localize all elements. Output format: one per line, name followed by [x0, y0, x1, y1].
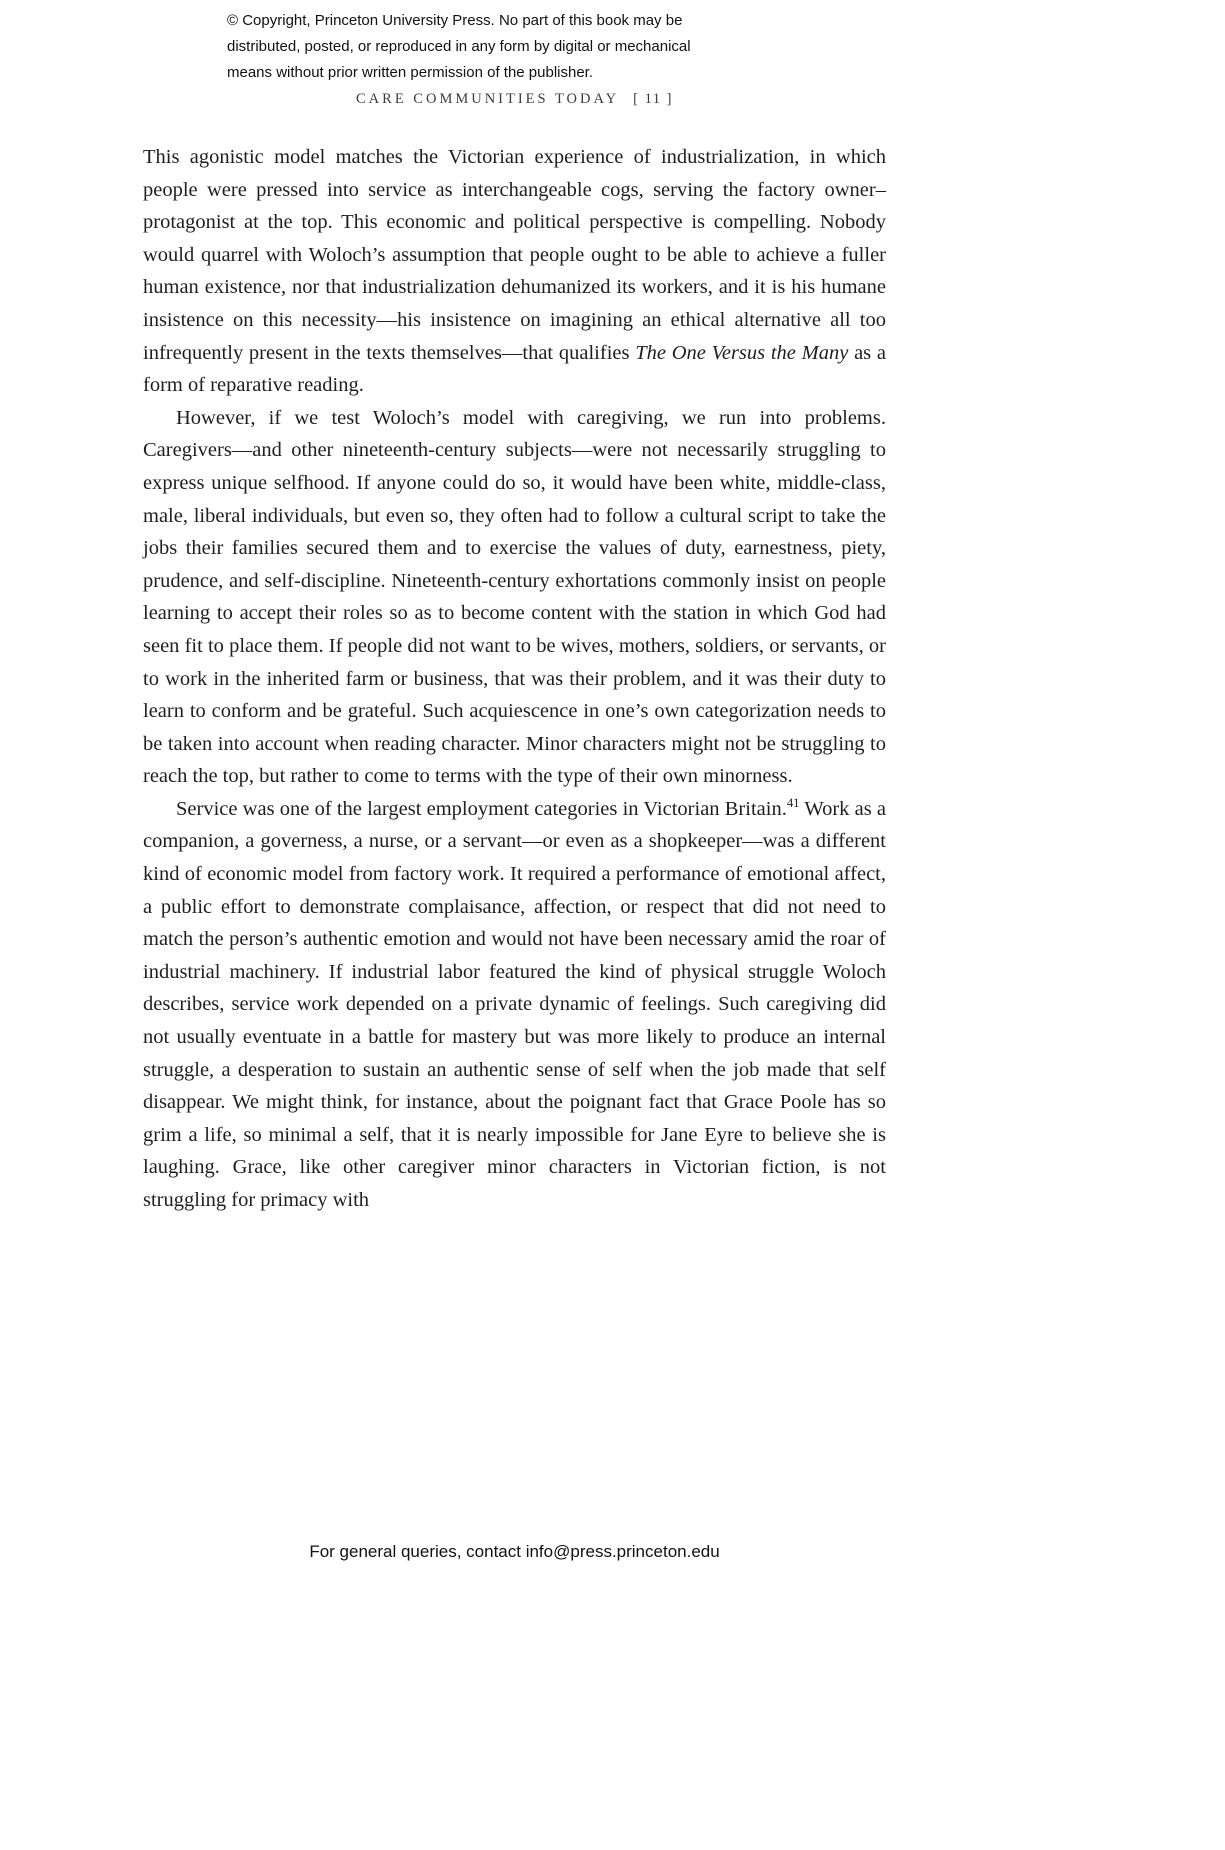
paragraph-1	[143, 141, 886, 402]
copyright-line: distributed, posted, or reproduced in any form by digital or mechanical	[227, 38, 691, 55]
copyright-notice	[227, 8, 691, 86]
footer-text: For general queries, contact info@press.princeton.edu	[309, 1542, 720, 1561]
paragraph-3	[143, 793, 886, 1217]
paragraph-text: Work as a companion, a governess, a nurse, or a servant—or even as a shopkeeper—was a different kind of economic model from factory work. It required a performance of emotional affect, a public effort to demonstrate complaisance, affection, or respect that did not need to match the person’s authentic emotion and would not have been necessary amid the roar of industrial machinery. If industrial labor featured the kind of physical struggle Woloch describes, service work depended on a private dynamic of feelings. Such caregiving did not usually eventuate in a battle for mastery but was more likely to produce an internal struggle, a desperation to sustain an authentic sense of self when the job made that self disappear. We might think, for instance, about the poignant fact that Grace Poole has so grim a life, so minimal a self, that it is nearly impossible for Jane Eyre to believe she is laughing. Grace, like other caregiver minor characters in Victorian fiction, is not struggling for primacy with	[143, 797, 886, 1211]
paragraph-text: This agonistic model matches the Victorian experience of industrialization, in which people were pressed into service as interchangeable cogs, serving the factory owner–protagonist at the top. This economic and political perspective is compelling. Nobody would quarrel with Woloch’s assumption that people ought to be able to achieve a fuller human existence, nor that industrialization dehumanized its workers, and it is his humane insistence on this necessity—his insistence on imagining an ethical alternative all too infrequently present in the texts themselves—that qualifies	[143, 146, 886, 364]
paragraph-text: as a form of reparative reading.	[143, 341, 886, 397]
copyright-line: means without prior written permission of the publisher.	[227, 64, 594, 81]
paragraph-2: However, if we test Woloch’s model with caregiving, we run into problems. Caregivers—and other nineteenth-century subjects—were not necessarily struggling to express unique selfhood. If anyone could do so, it would have been white, middle-class, male, liberal individuals, but even so, they often had to follow a cultural script to take the jobs their families secured them and to exercise the values of duty, earnestness, piety, prudence, and self-discipline. Nineteenth-century exhortations commonly insist on people learning to accept their roles so as to become content with the station in which God had seen fit to place them. If people did not want to be wives, mothers, soldiers, or servants, or to work in the inherited farm or business, that was their problem, and it was their duty to learn to conform and be grateful. Such acquiescence in one’s own categorization needs to be taken into account when reading character. Minor characters might not be struggling to reach the top, but rather to come to terms with the type of their own minorness.	[143, 406, 886, 788]
italic-book-title: The One Versus the Many	[635, 341, 849, 364]
footnote-ref: 41	[786, 796, 800, 811]
running-head-title: CARE COMMUNITIES TODAY	[356, 91, 620, 107]
copyright-line: © Copyright, Princeton University Press. No part of this book may be	[227, 12, 683, 29]
page-footer	[143, 1542, 886, 1562]
page-body	[143, 141, 886, 1217]
paragraph-text: Service was one of the largest employment categories in Victorian Britain.	[176, 797, 787, 820]
running-head	[143, 91, 886, 108]
page-number: [ 11 ]	[633, 91, 673, 107]
